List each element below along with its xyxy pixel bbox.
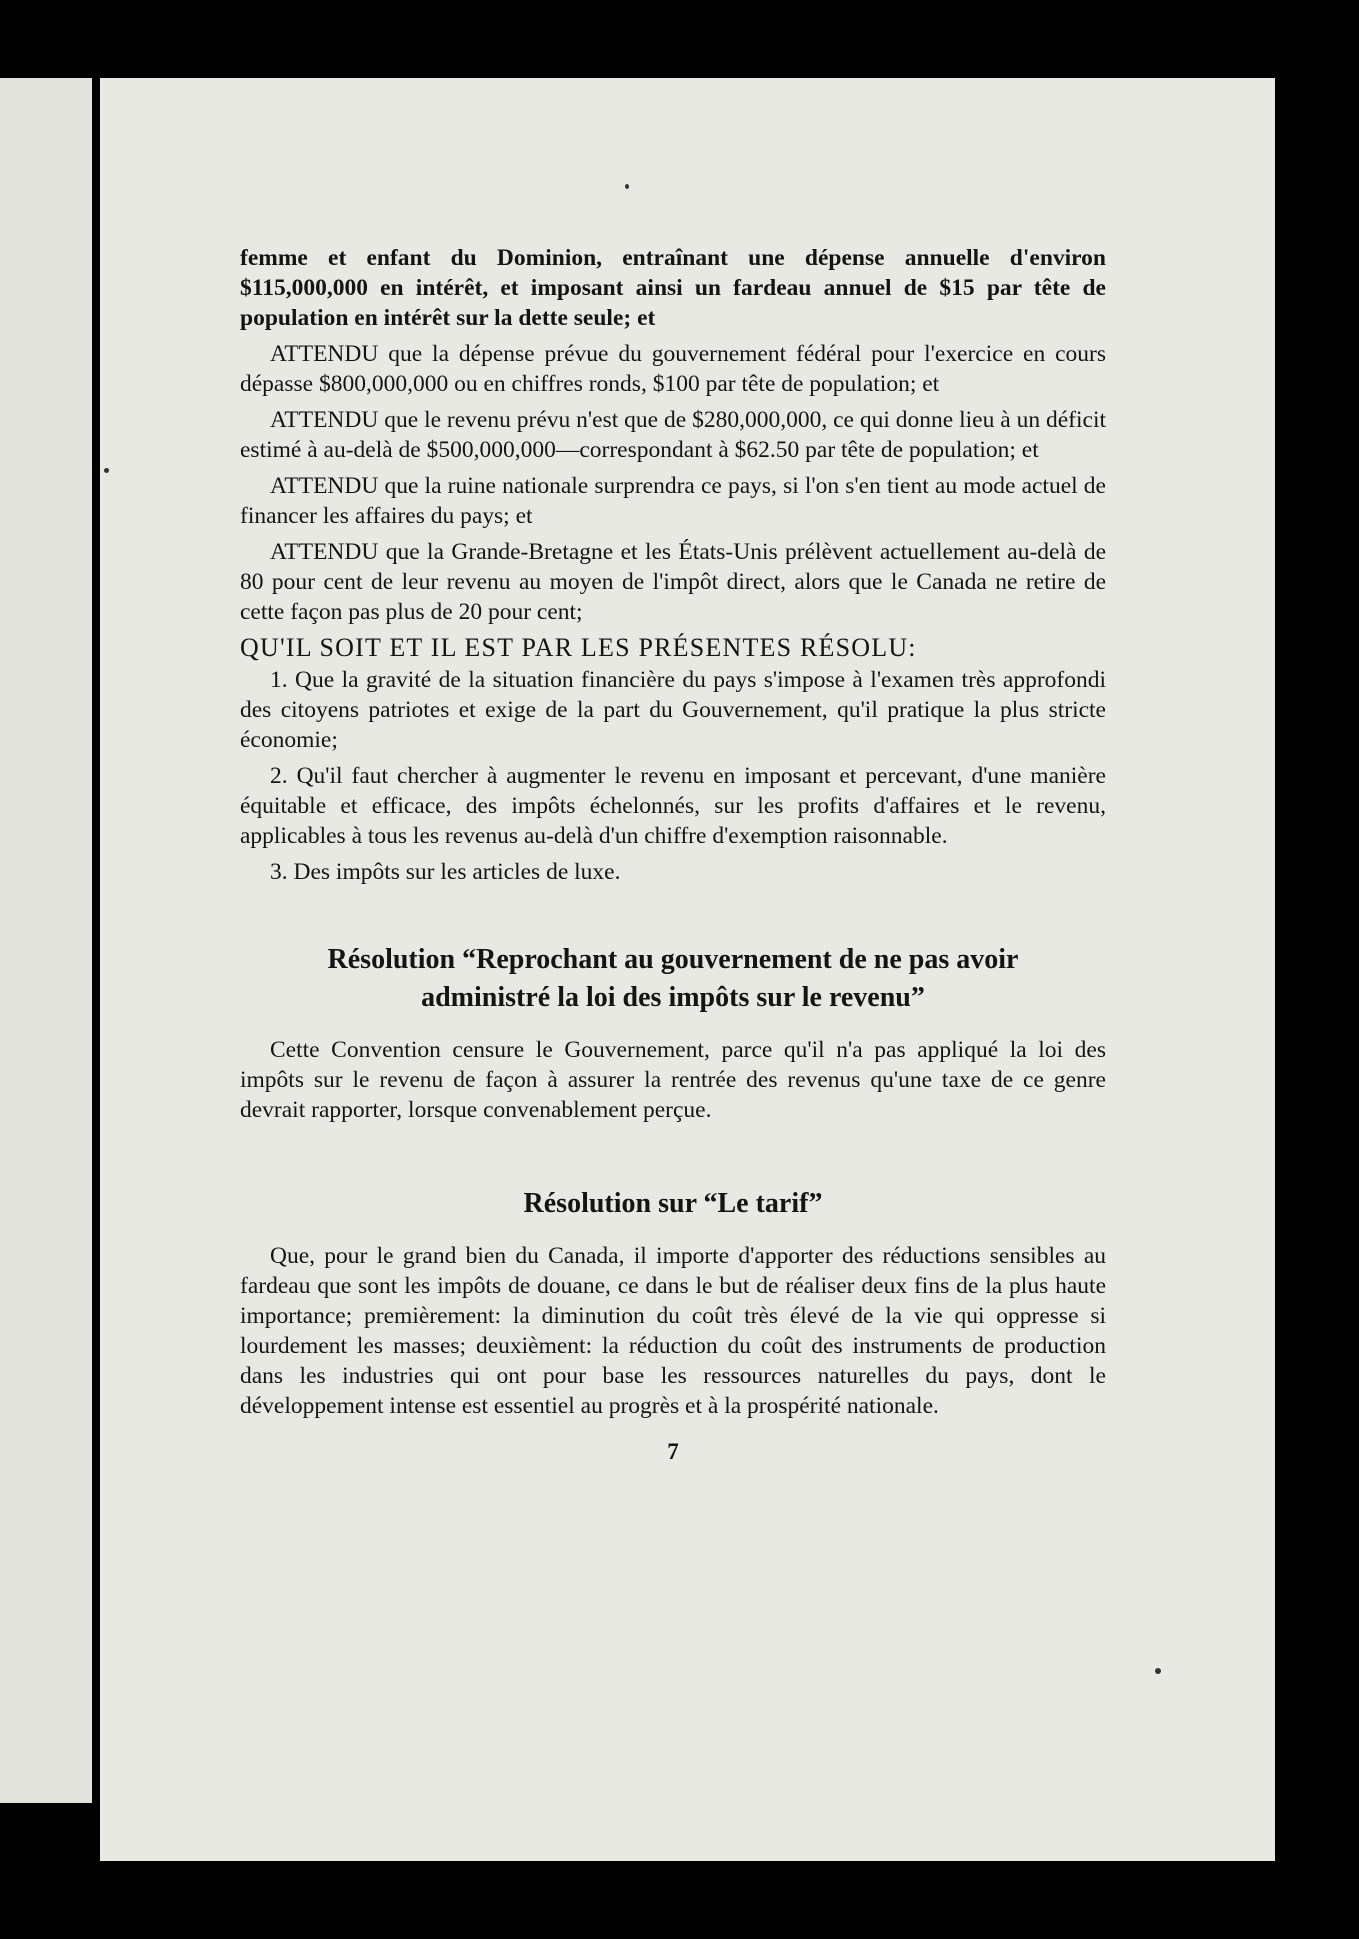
section-heading-income-tax: Résolution “Reprochant au gouvernement de ne pas avoir administré la loi des impôts sur le revenu” — [327, 944, 1019, 1013]
whereas-paragraph-1: ATTENDU que la dépense prévue du gouvernement fédéral pour l'exercice en cours dépasse $800,000,000 ou en chiffres ronds, $100 par tête de population; et — [240, 341, 1106, 397]
intro-paragraph: femme et enfant du Dominion, entraînant une dépense annuelle d'environ $115,000,000 en intérêt, et imposant ainsi un fardeau annuel de $15 par tête de population en intérêt sur la dette seule; et — [240, 245, 1106, 331]
scan-speck — [1155, 1668, 1161, 1674]
scan-speck — [625, 184, 629, 189]
adjacent-page-edge — [0, 78, 92, 1803]
resolved-heading: QU'IL SOIT ET IL EST PAR LES PRÉSENTES RÉSOLU: — [240, 633, 917, 662]
scan-speck — [104, 468, 109, 473]
resolved-item-3: 3. Des impôts sur les articles de luxe. — [270, 859, 621, 885]
page-content — [240, 243, 1106, 1467]
whereas-paragraph-2: ATTENDU que le revenu prévu n'est que de $280,000,000, ce qui donne lieu à un déficit estimé à au-delà de $500,000,000—correspondant à $62.50 par tête de population; et — [240, 407, 1106, 463]
resolved-item-1: 1. Que la gravité de la situation financière du pays s'impose à l'examen très approfondi des citoyens patriotes et exige de la part du Gouvernement, qu'il pratique la plus stricte économie; — [240, 667, 1106, 753]
page-number: 7 — [667, 1439, 679, 1464]
section-body-tariff: Que, pour le grand bien du Canada, il importe d'apporter des réductions sensibles au fardeau que sont les impôts de douane, ce dans le but de réaliser deux fins de la plus haute importance; premièrement: la diminution du coût très élevé de la vie qui oppresse si lourdement les masses; deuxièment: la réduction du coût des instruments de production dans les industries qui ont pour base les ressources naturelles du pays, dont le développement intense est essentiel au progrès et à la prospérité nationale. — [240, 1243, 1106, 1419]
whereas-paragraph-3: ATTENDU que la ruine nationale surprendra ce pays, si l'on s'en tient au mode actuel de financer les affaires du pays; et — [240, 473, 1106, 529]
section-heading-tariff: Résolution sur “Le tarif” — [523, 1188, 823, 1219]
resolved-item-2: 2. Qu'il faut chercher à augmenter le revenu en imposant et percevant, d'une manière équitable et efficace, des impôts échelonnés, sur les profits d'affaires et le revenu, applicables à tous les revenus au-delà d'un chiffre d'exemption raisonnable. — [240, 763, 1106, 849]
whereas-paragraph-4: ATTENDU que la Grande-Bretagne et les États-Unis prélèvent actuellement au-delà de 80 pour cent de leur revenu au moyen de l'impôt direct, alors que le Canada ne retire de cette façon pas plus de 20 pour cent; — [240, 539, 1106, 625]
section-body-income-tax: Cette Convention censure le Gouvernement, parce qu'il n'a pas appliqué la loi des impôts sur le revenu de façon à assurer la rentrée des revenus qu'une taxe de ce genre devrait rapporter, lorsque convenablement perçue. — [240, 1037, 1106, 1123]
